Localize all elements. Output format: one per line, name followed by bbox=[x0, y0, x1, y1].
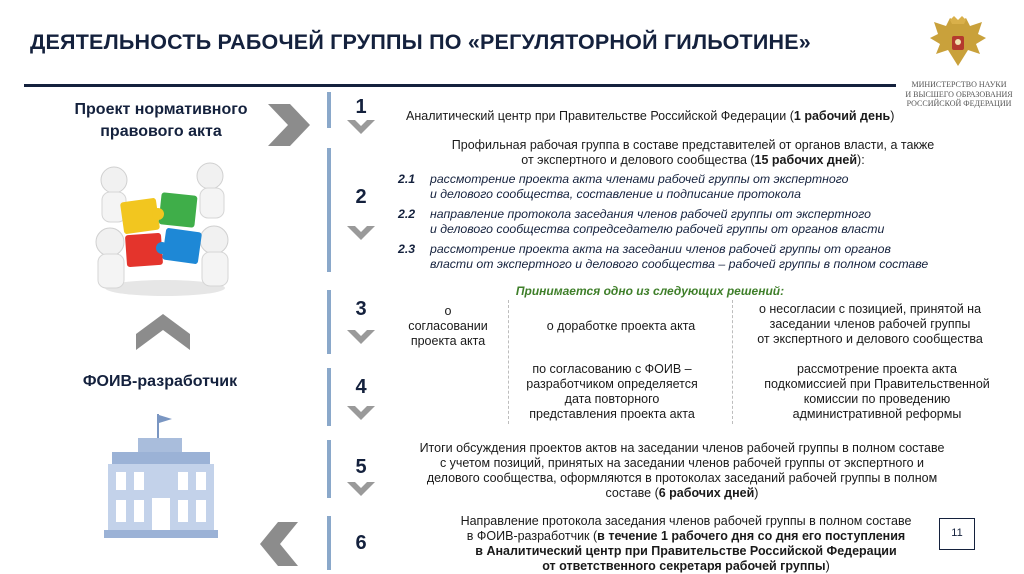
step-4-bar bbox=[327, 368, 331, 426]
step-6-end: ) bbox=[825, 559, 830, 573]
substep-2-1-line-2: и делового сообщества, составление и подписание протокола bbox=[430, 187, 801, 201]
project-label bbox=[56, 99, 266, 143]
step-5-line-1: Итоги обсуждения проектов актов на заседании членов рабочей группы в полном составе bbox=[419, 441, 945, 455]
puzzle-people-illustration bbox=[92, 150, 238, 300]
chevron-down-icon bbox=[347, 406, 375, 420]
government-building-illustration bbox=[104, 412, 218, 544]
project-label-line-1: Проект нормативного bbox=[74, 101, 248, 118]
step-5-line-3: делового сообщества, оформляются в протоколах заседаний рабочей группы в полном bbox=[426, 471, 938, 485]
chevron-right-icon bbox=[266, 102, 312, 148]
step-6-line-2-text: в ФОИВ-разработчик ( bbox=[466, 529, 598, 543]
step-2-duration: 15 рабочих дней bbox=[754, 153, 858, 167]
ministry-name bbox=[900, 80, 1018, 109]
step-5-last-text: составе ( bbox=[605, 486, 659, 500]
step-1-text-end: ) bbox=[890, 109, 895, 123]
substep-2-2-line-1: направление протокола заседания членов рабочей группы от экспертного bbox=[430, 207, 871, 221]
step-5-end: ) bbox=[754, 486, 759, 500]
step-6-deadline: в течение 1 рабочего дня со дня его поступления bbox=[597, 529, 906, 543]
chevron-down-icon bbox=[347, 120, 375, 134]
step-4-col3-line-4: административной реформы bbox=[792, 407, 962, 421]
substep-2-3-line-1: рассмотрение проекта акта на заседании членов рабочей группы от органов bbox=[430, 242, 891, 256]
step-2-intro-end: ): bbox=[857, 153, 865, 167]
step-4-option-resubmit bbox=[504, 362, 720, 422]
step-5-text bbox=[384, 441, 980, 501]
substep-2-2-num: 2.2 bbox=[398, 207, 416, 221]
substep-2-3-num: 2.3 bbox=[398, 242, 416, 256]
step-3-col1-line-3: проекта акта bbox=[410, 334, 486, 348]
substep-2-2-number bbox=[398, 207, 415, 222]
step-6-line-3-bold: в Аналитический центр при Правительстве Российской Федерации bbox=[475, 544, 897, 558]
step-2-intro bbox=[400, 138, 986, 168]
substep-2-3-number bbox=[398, 242, 415, 257]
substep-2-1-number bbox=[398, 172, 415, 187]
step-4-col3-line-2: подкомиссией при Правительственной bbox=[764, 377, 990, 391]
step-1-bar bbox=[327, 92, 331, 128]
substep-2-3-line-2: власти от экспертного и делового сообщества – рабочей группы в полном составе bbox=[430, 257, 929, 271]
step-1-duration: 1 рабочий день bbox=[793, 109, 891, 123]
step-4-col2-line-4: представления проекта акта bbox=[529, 407, 695, 421]
step-4-col2-line-3: дата повторного bbox=[564, 392, 660, 406]
step-3-col3-line-1: о несогласии с позицией, принятой на bbox=[758, 302, 982, 316]
step-1-number: 1 bbox=[355, 96, 367, 118]
project-label-line-2: правового акта bbox=[100, 123, 222, 140]
chevron-left-icon bbox=[258, 520, 300, 568]
step-4-col2-line-1: по согласованию с ФОИВ – bbox=[532, 362, 692, 376]
step-6-line-2 bbox=[404, 529, 968, 544]
step-3-bar bbox=[327, 290, 331, 354]
step-3-col3-line-3: от экспертного и делового сообщества bbox=[757, 332, 983, 346]
chevron-down-icon bbox=[347, 482, 375, 496]
step-3-option-revise: о доработке проекта акта bbox=[546, 319, 696, 333]
chevron-up-icon bbox=[136, 312, 190, 352]
step-6-bar bbox=[327, 516, 331, 570]
substep-2-3-text bbox=[430, 242, 990, 272]
step-4-number: 4 bbox=[355, 376, 367, 398]
step-6-line-4-bold: от ответственного секретаря рабочей группы bbox=[542, 559, 826, 573]
step-2-intro-line-2-text: от экспертного и делового сообщества ( bbox=[521, 153, 755, 167]
substep-2-1-num: 2.1 bbox=[398, 172, 416, 186]
ministry-line-2: И ВЫСШЕГО ОБРАЗОВАНИЯ bbox=[905, 89, 1013, 99]
step-5-duration: 6 рабочих дней bbox=[658, 486, 755, 500]
step-2-number: 2 bbox=[355, 186, 367, 208]
ministry-line-1: МИНИСТЕРСТВО НАУКИ bbox=[911, 80, 1007, 89]
ministry-line-3: РОССИЙСКОЙ ФЕДЕРАЦИИ bbox=[906, 99, 1012, 108]
step-4-option-subcommission bbox=[744, 362, 1010, 422]
substep-2-2-text bbox=[430, 207, 986, 237]
step-6-line-4 bbox=[404, 559, 968, 574]
chevron-down-icon bbox=[347, 226, 375, 240]
developer-label: ФОИВ-разработчик bbox=[82, 373, 238, 390]
title-underline bbox=[24, 84, 896, 87]
step-1-text bbox=[406, 109, 946, 124]
decision-header: Принимается одно из следующих решений: bbox=[515, 284, 785, 298]
step-5-number: 5 bbox=[355, 456, 367, 478]
step-4-col3-line-3: комиссии по проведению bbox=[803, 392, 951, 406]
step-3-col1-line-2: согласовании bbox=[408, 319, 488, 333]
step-5-line-2: с учетом позиций, принятых на заседании членов рабочей группы от экспертного и bbox=[439, 456, 925, 470]
step-3-col3-line-2: заседании членов рабочей группы bbox=[769, 317, 971, 331]
step-2-intro-line-2 bbox=[400, 153, 986, 168]
step-4-col3-line-1: рассмотрение проекта акта bbox=[797, 362, 957, 376]
coat-of-arms-icon bbox=[928, 16, 988, 70]
step-3-option-disagree bbox=[738, 302, 1002, 347]
step-1-text-main: Аналитический центр при Правительстве Российской Федерации ( bbox=[406, 109, 794, 123]
step-2-intro-line-1: Профильная рабочая группа в составе представителей от органов власти, а также bbox=[451, 138, 935, 152]
step-3-col1-line-1: о bbox=[444, 304, 452, 318]
step-6-line-3 bbox=[404, 544, 968, 559]
step-3-number: 3 bbox=[355, 298, 367, 320]
substep-2-1-line-1: рассмотрение проекта акта членами рабочей группы от экспертного bbox=[430, 172, 849, 186]
substep-2-1-text bbox=[430, 172, 986, 202]
step-6-text bbox=[404, 514, 968, 574]
chevron-down-icon bbox=[347, 330, 375, 344]
step-6-line-1: Направление протокола заседания членов рабочей группы в полном составе bbox=[460, 514, 912, 528]
step-6-number: 6 bbox=[355, 532, 367, 554]
page-title: ДЕЯТЕЛЬНОСТЬ РАБОЧЕЙ ГРУППЫ ПО «РЕГУЛЯТОРНОЙ ГИЛЬОТИНЕ» bbox=[30, 30, 811, 54]
step-5-line-4 bbox=[384, 486, 980, 501]
page-number: 11 bbox=[939, 518, 975, 550]
step-4-col2-line-2: разработчиком определяется bbox=[526, 377, 698, 391]
substep-2-2-line-2: и делового сообщества сопредседателю рабочей группы от органов власти bbox=[430, 222, 885, 236]
step-2-bar bbox=[327, 148, 331, 272]
column-divider bbox=[732, 300, 733, 424]
step-5-bar bbox=[327, 440, 331, 498]
step-3-option-approve bbox=[392, 304, 504, 349]
